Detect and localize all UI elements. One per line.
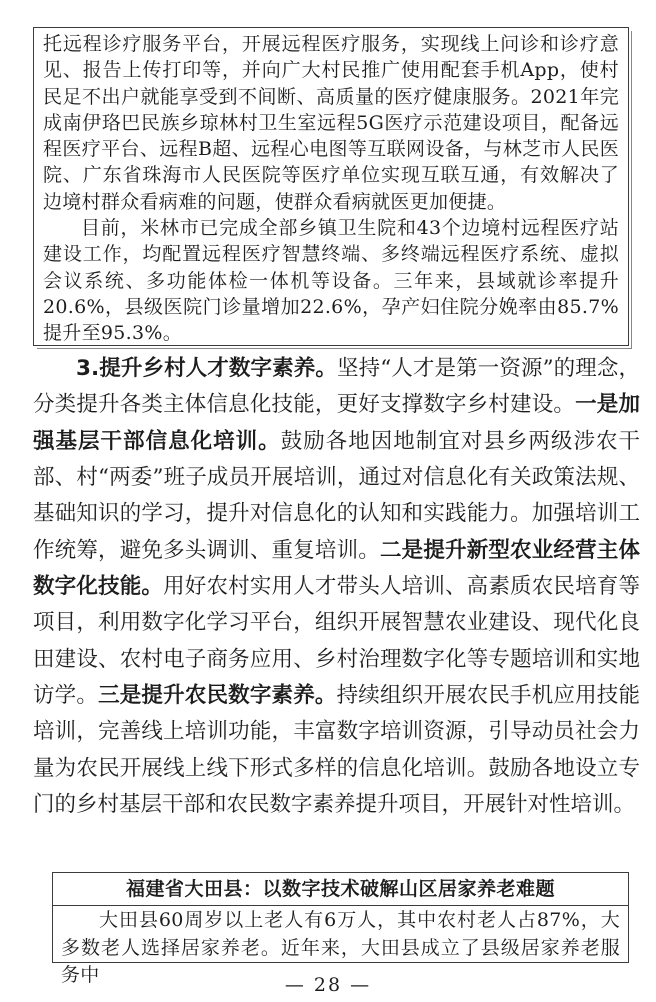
- page-number: — 28 —: [284, 974, 372, 996]
- top-box-paragraph: 目前，米林市已完成全部乡镇卫生院和43个边境村远程医疗站建设工作，均配置远程医疗智慧终端、多终端远程医疗系统、虚拟会议系统、多功能体检一体机等设备。三年来，县域就诊率提升20.6%，县级医院门诊量增加22.6%，孕产妇住院分娩率由85.7%提升至95.3%。: [43, 217, 619, 345]
- case-study-body: 大田县60周岁以上老人有6万人，其中农村老人占87%，大多数老人选择居家养老。近年来，大田县成立了县级居家养老服务中: [61, 909, 620, 986]
- body-text-run: 鼓励各地因地制宜对县乡两级涉农干部、村“两委”班子成员开展培训，通过对信息化有关政策法规、基础知识的学习，提升对信息化的认知和实践能力。加强培训工作统筹，避免多头调训、重复培训。: [33, 428, 640, 563]
- body-text-run: 持续组织开展农民手机应用技能培训，完善线上培训功能，丰富数字培训资源，引导动员社会力量为农民开展线上线下形式多样的信息化培训。鼓励各地设立专门的乡村基层干部和农民数字素养提升项目，开展针对性培训。: [33, 683, 640, 818]
- body-text-run: 用好农村实用人才带头人培训、高素质农民培育等项目，利用数字化学习平台，组织开展智慧农业建设、现代化良田建设、农村电子商务应用、乡村治理数字化等专题培训和实地访学。: [33, 574, 640, 709]
- body-text-run: 坚持“人才是第一资源”的理念，分类提升各类主体信息化技能，更好支撑数字乡村建设。: [33, 356, 641, 418]
- case-study-box-remote-medical: [33, 27, 629, 346]
- main-text-section: [33, 351, 640, 823]
- case-study-title: 福建省大田县：以数字技术破解山区居家养老难题: [53, 873, 628, 906]
- body-bold-heading: 一是加强基层干部信息化培训。: [33, 392, 640, 454]
- body-bold-heading: 二是提升新型农业经营主体数字化技能。: [33, 537, 640, 600]
- body-paragraph: [33, 351, 640, 823]
- top-box-paragraph: 托远程诊疗服务平台，开展远程医疗服务，实现线上问诊和诊疗意见、报告上传打印等，并向广大村民推广使用配套手机App，使村民足不出户就能享受到不间断、高质量的医疗健康服务。2021年完成南伊珞巴民族乡琼林村卫生室远程5G医疗示范建设项目，配备远程医疗平台、远程B超、远程心电图等互联网设备，与林芝市人民医院、广东省珠海市人民医院等医疗单位实现互联互通，有效解决了边境村群众看病难的问题，使群众看病就医更加便捷。: [43, 33, 619, 213]
- body-bold-heading: 3.提升乡村人才数字素养。: [76, 356, 337, 381]
- body-bold-heading: 三是提升农民数字素养。: [98, 683, 337, 709]
- top-box-content: [43, 31, 619, 347]
